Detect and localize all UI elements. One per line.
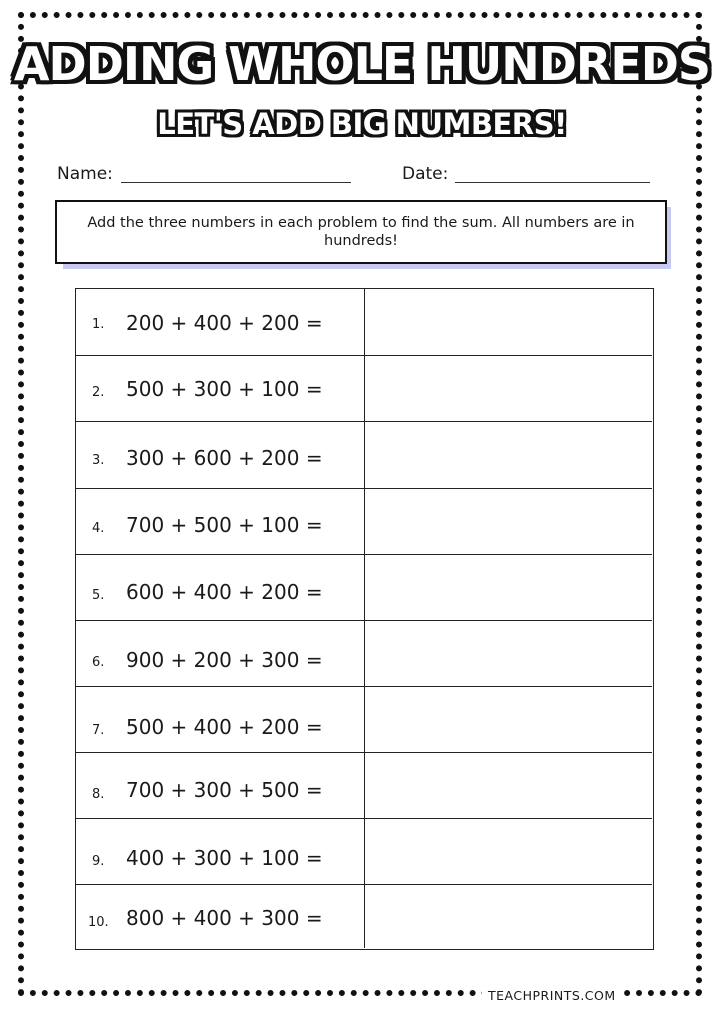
answer-cell[interactable] — [365, 555, 652, 620]
problem-cell — [76, 753, 365, 818]
answer-cell[interactable] — [365, 621, 652, 686]
answer-cell[interactable] — [365, 885, 652, 948]
problem-expression: 800 + 400 + 300 = — [126, 906, 323, 930]
problem-number: 6. — [92, 655, 105, 670]
footer-site: TEACHPRINTS.COM — [482, 988, 622, 1003]
problem-expression: 700 + 300 + 500 = — [126, 778, 323, 802]
problem-expression: 500 + 400 + 200 = — [126, 715, 323, 739]
date-line[interactable] — [455, 182, 650, 183]
name-line[interactable] — [121, 182, 351, 183]
problem-number: 9. — [92, 854, 105, 869]
problem-number: 3. — [92, 453, 105, 468]
answer-cell[interactable] — [365, 422, 652, 488]
problem-cell — [76, 489, 365, 554]
problem-expression: 600 + 400 + 200 = — [126, 580, 323, 604]
answer-cell[interactable] — [365, 356, 652, 421]
problem-number: 10. — [88, 915, 109, 930]
table-row — [76, 555, 652, 621]
table-row — [76, 885, 652, 948]
problem-cell — [76, 422, 365, 488]
worksheet-subtitle: LET'S ADD BIG NUMBERS! — [157, 107, 567, 141]
table-row — [76, 753, 652, 819]
problem-expression: 500 + 300 + 100 = — [126, 377, 323, 401]
table-row — [76, 422, 652, 489]
instructions-box: Add the three numbers in each problem to find the sum. All numbers are in hundreds! — [55, 200, 667, 264]
problem-expression: 400 + 300 + 100 = — [126, 846, 323, 870]
problem-expression: 200 + 400 + 200 = — [126, 311, 323, 335]
table-row — [76, 819, 652, 885]
worksheet-title: ADDING WHOLE HUNDREDS — [13, 37, 711, 91]
problem-expression: 700 + 500 + 100 = — [126, 513, 323, 537]
date-label: Date: — [402, 164, 449, 184]
problem-cell — [76, 621, 365, 686]
answer-cell[interactable] — [365, 753, 652, 818]
problem-number: 8. — [92, 787, 105, 802]
problem-number: 1. — [92, 317, 105, 332]
table-row — [76, 489, 652, 555]
problem-number: 4. — [92, 521, 105, 536]
problem-expression: 300 + 600 + 200 = — [126, 446, 323, 470]
problem-cell — [76, 819, 365, 884]
problems-table — [75, 288, 654, 950]
problem-cell — [76, 289, 365, 355]
problem-number: 2. — [92, 385, 105, 400]
problem-cell — [76, 356, 365, 421]
answer-cell[interactable] — [365, 289, 652, 355]
problem-number: 7. — [92, 723, 105, 738]
problem-cell — [76, 885, 365, 948]
name-label: Name: — [57, 164, 113, 184]
answer-cell[interactable] — [365, 819, 652, 884]
problem-cell — [76, 687, 365, 752]
table-row — [76, 621, 652, 687]
table-row — [76, 356, 652, 422]
answer-cell[interactable] — [365, 687, 652, 752]
problem-cell — [76, 555, 365, 620]
problem-expression: 900 + 200 + 300 = — [126, 648, 323, 672]
answer-cell[interactable] — [365, 489, 652, 554]
table-row — [76, 289, 652, 356]
problem-number: 5. — [92, 588, 105, 603]
table-row — [76, 687, 652, 753]
